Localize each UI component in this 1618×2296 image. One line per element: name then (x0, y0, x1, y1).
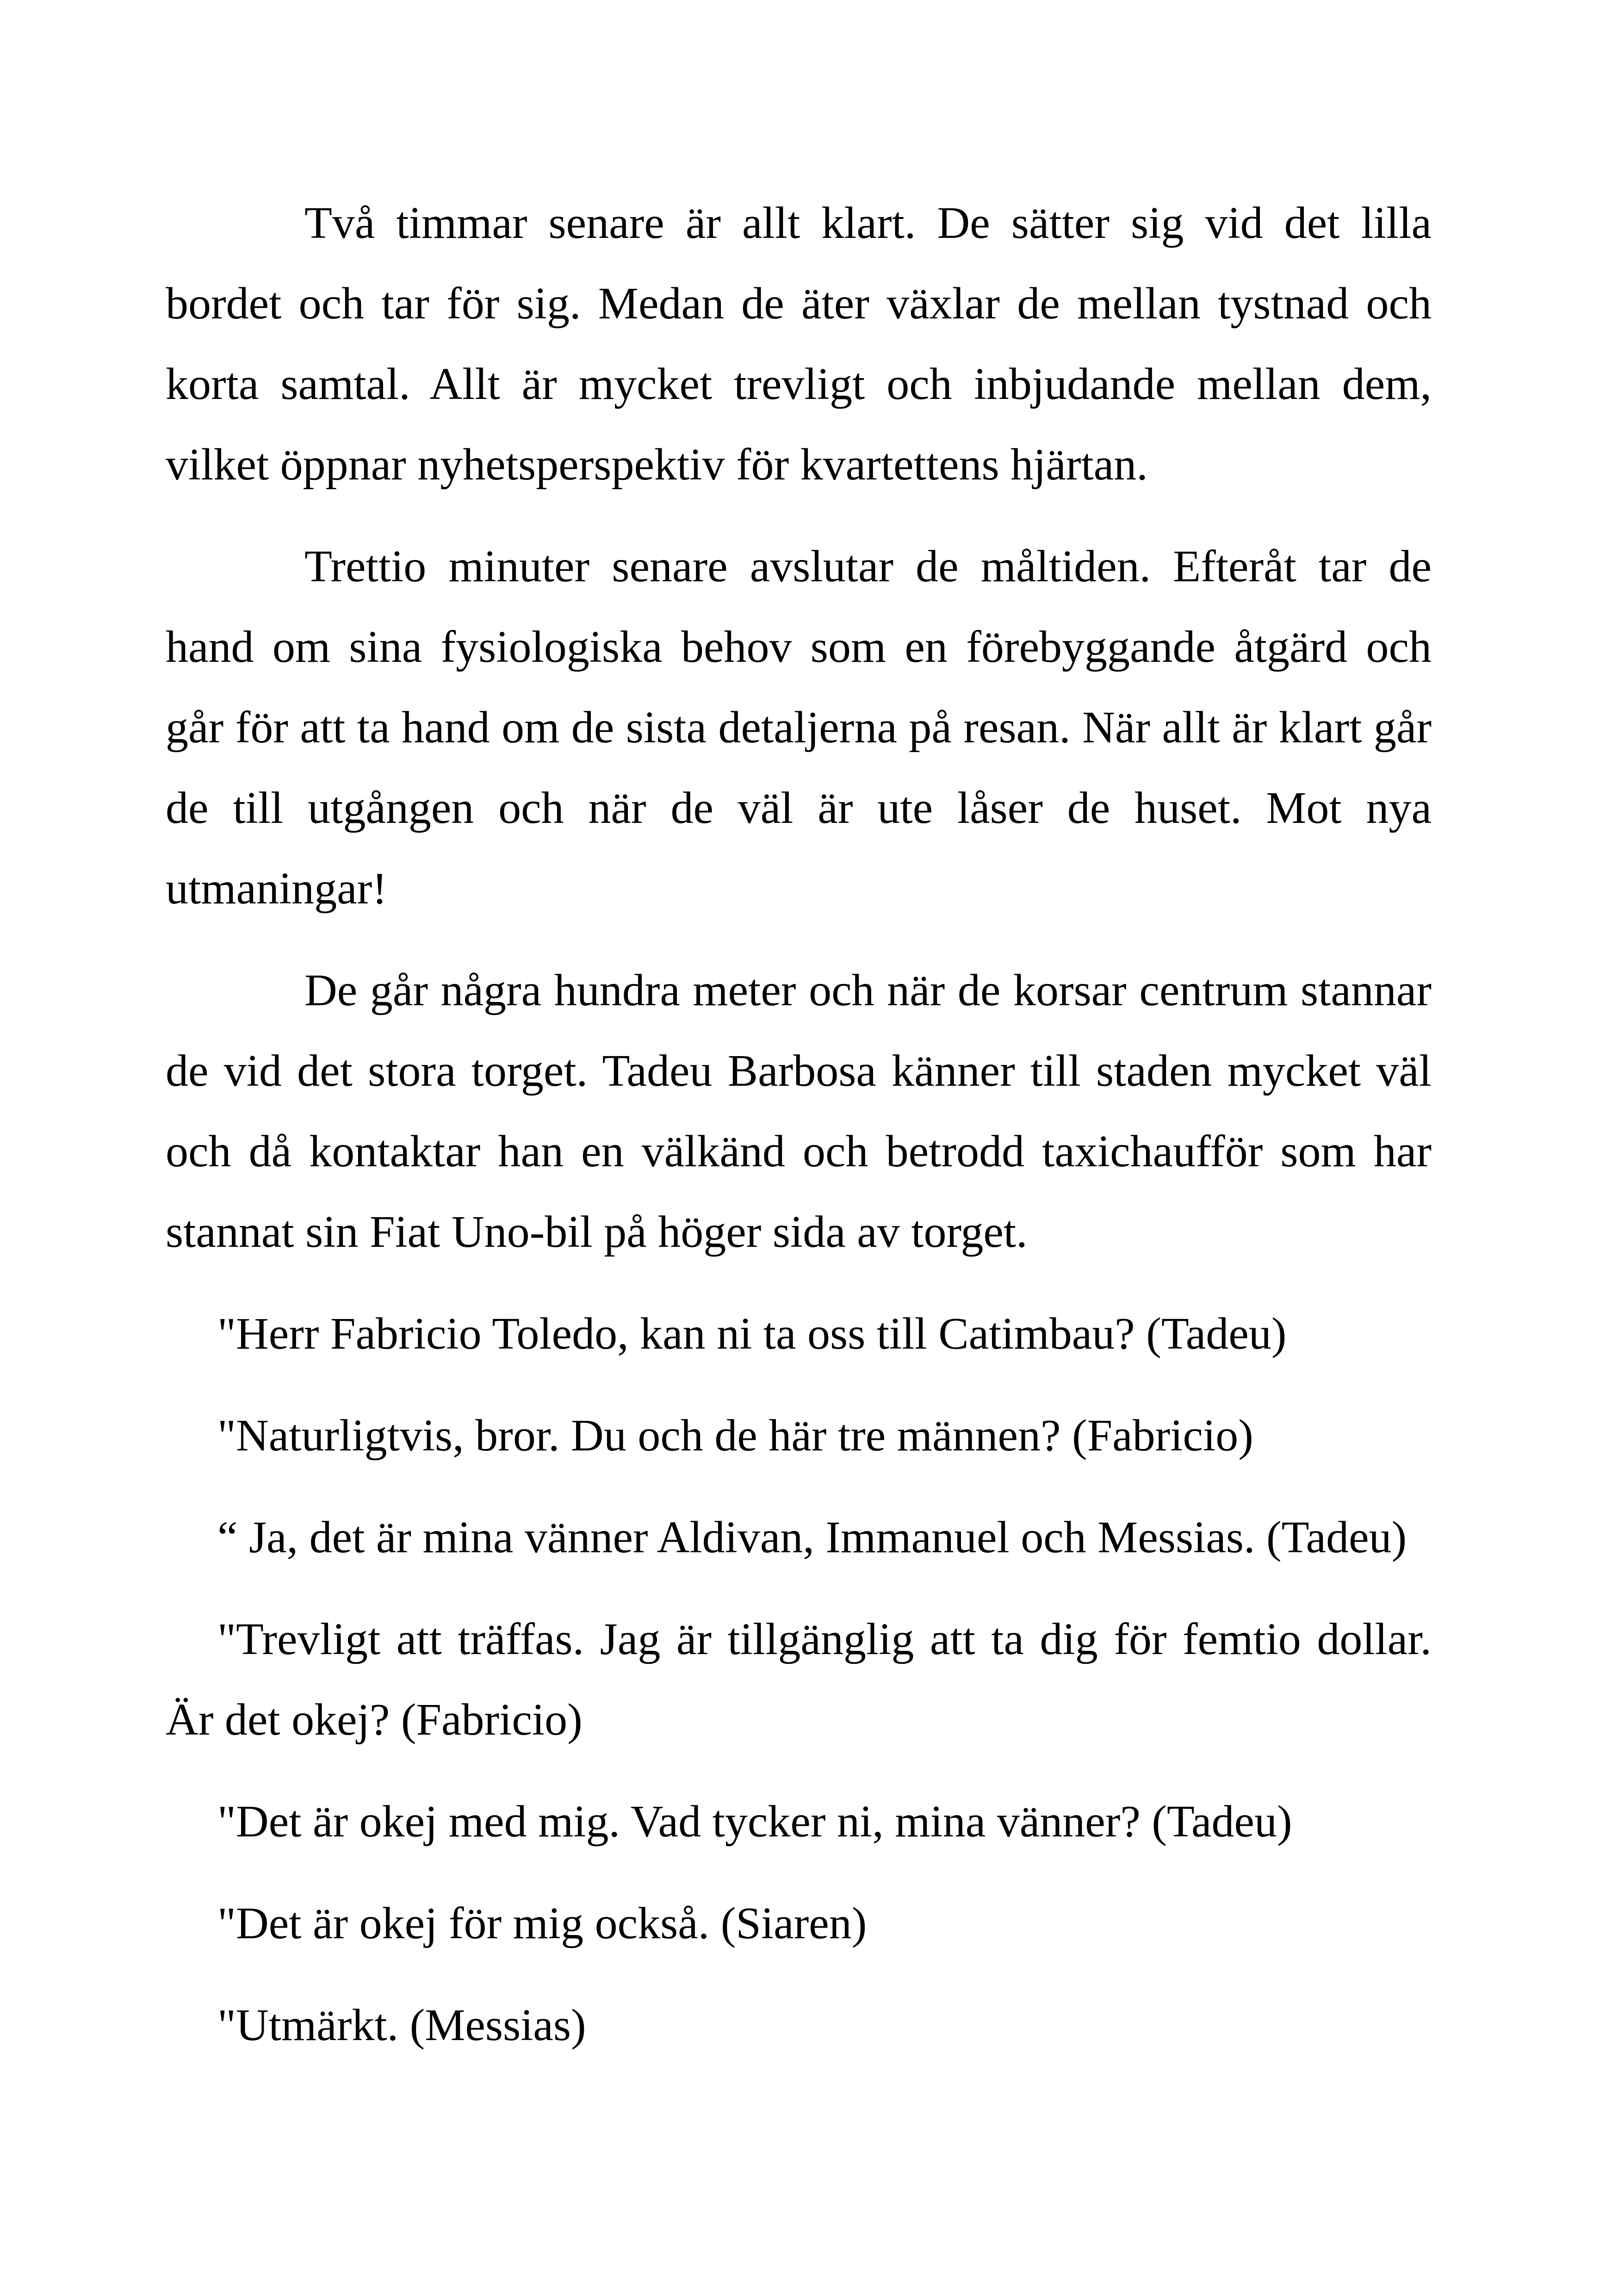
dialogue-line: "Det är okej med mig. Vad tycker ni, mina vänner? (Tadeu) (217, 1797, 1292, 1847)
dialogue-line: "Det är okej för mig också. (Siaren) (217, 1898, 867, 1948)
paragraph: Trettio minuter senare avslutar de måltiden. Efteråt tar de hand om sina fysiologiska behov som en förebyggande åtgärd och går för att ta hand om de sista detaljerna på resan. När allt är klart går de till utgången och när de väl är ute låser de huset. Mot nya utmaningar! (166, 541, 1432, 914)
dialogue-line: "Naturligtvis, bror. Du och de här tre männen? (Fabricio) (217, 1411, 1253, 1461)
dialogue-line: "Herr Fabricio Toledo, kan ni ta oss till Catimbau? (Tadeu) (217, 1309, 1287, 1359)
text-column (166, 183, 1432, 2066)
paragraph: Två timmar senare är allt klart. De sätter sig vid det lilla bordet och tar för sig. Medan de äter växlar de mellan tystnad och korta samtal. Allt är mycket trevligt och inbjudande mellan dem, vilket öppnar nyhetsperspektiv för kvartettens hjärtan. (166, 198, 1432, 490)
paragraph: De går några hundra meter och när de korsar centrum stannar de vid det stora torget. Tadeu Barbosa känner till staden mycket väl och då kontaktar han en välkänd och betrodd taxichaufför som har stannat sin Fiat Uno-bil på höger sida av torget. (166, 965, 1432, 1257)
dialogue-line: “ Ja, det är mina vänner Aldivan, Immanuel och Messias. (Tadeu) (217, 1512, 1407, 1562)
dialogue-line: "Trevligt att träffas. Jag är tillgänglig att ta dig för femtio dollar. Är det okej? (Fabricio) (166, 1614, 1432, 1745)
dialogue-line: "Utmärkt. (Messias) (217, 2000, 586, 2050)
